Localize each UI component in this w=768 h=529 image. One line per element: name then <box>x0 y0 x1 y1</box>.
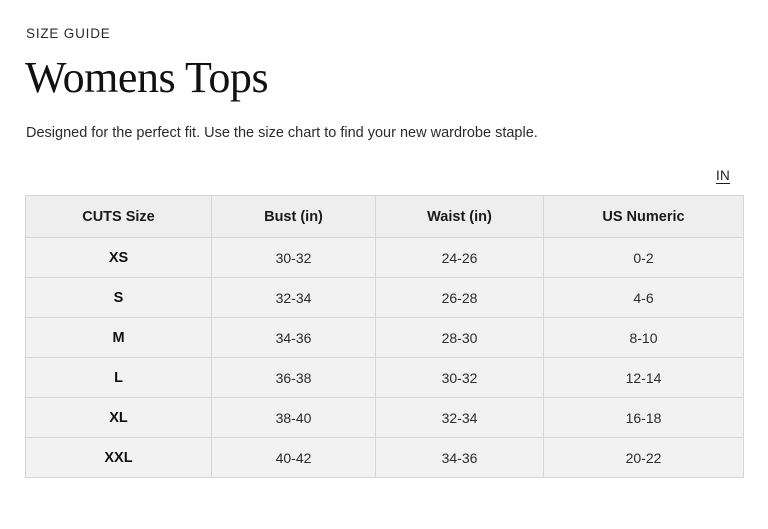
column-header-waist: Waist (in) <box>376 196 544 238</box>
table-body <box>26 238 744 478</box>
cell-bust: 34-36 <box>212 318 376 358</box>
cell-bust: 40-42 <box>212 438 376 478</box>
table-row <box>26 318 744 358</box>
cell-size: XXL <box>26 438 212 478</box>
table-row <box>26 438 744 478</box>
cell-waist: 28-30 <box>376 318 544 358</box>
cell-us-numeric: 0-2 <box>544 238 744 278</box>
cell-bust: 32-34 <box>212 278 376 318</box>
table-header-row <box>26 196 744 238</box>
column-header-cuts-size: CUTS Size <box>26 196 212 238</box>
cell-waist: 34-36 <box>376 438 544 478</box>
cell-waist: 24-26 <box>376 238 544 278</box>
unit-toggle-in[interactable]: IN <box>715 167 730 183</box>
table-row <box>26 358 744 398</box>
cell-us-numeric: 12-14 <box>544 358 744 398</box>
table-row <box>26 278 744 318</box>
cell-bust: 30-32 <box>212 238 376 278</box>
unit-toggle-row <box>24 165 744 185</box>
page-title: Womens Tops <box>25 53 269 102</box>
cell-waist: 30-32 <box>376 358 544 398</box>
cell-bust: 36-38 <box>212 358 376 398</box>
cell-us-numeric: 16-18 <box>544 398 744 438</box>
cell-size: XS <box>26 238 212 278</box>
cell-us-numeric: 4-6 <box>544 278 744 318</box>
column-header-us-numeric: US Numeric <box>544 196 744 238</box>
table-row <box>26 238 744 278</box>
size-chart-table <box>25 195 744 478</box>
page-eyebrow: SIZE GUIDE <box>26 26 111 41</box>
cell-us-numeric: 20-22 <box>544 438 744 478</box>
cell-waist: 32-34 <box>376 398 544 438</box>
cell-size: L <box>26 358 212 398</box>
column-header-bust: Bust (in) <box>212 196 376 238</box>
table-row <box>26 398 744 438</box>
page-subtitle: Designed for the perfect fit. Use the size chart to find your new wardrobe staple. <box>26 125 538 142</box>
cell-us-numeric: 8-10 <box>544 318 744 358</box>
table-header <box>26 196 744 238</box>
cell-size: XL <box>26 398 212 438</box>
cell-waist: 26-28 <box>376 278 544 318</box>
cell-size: M <box>26 318 212 358</box>
cell-bust: 38-40 <box>212 398 376 438</box>
cell-size: S <box>26 278 212 318</box>
